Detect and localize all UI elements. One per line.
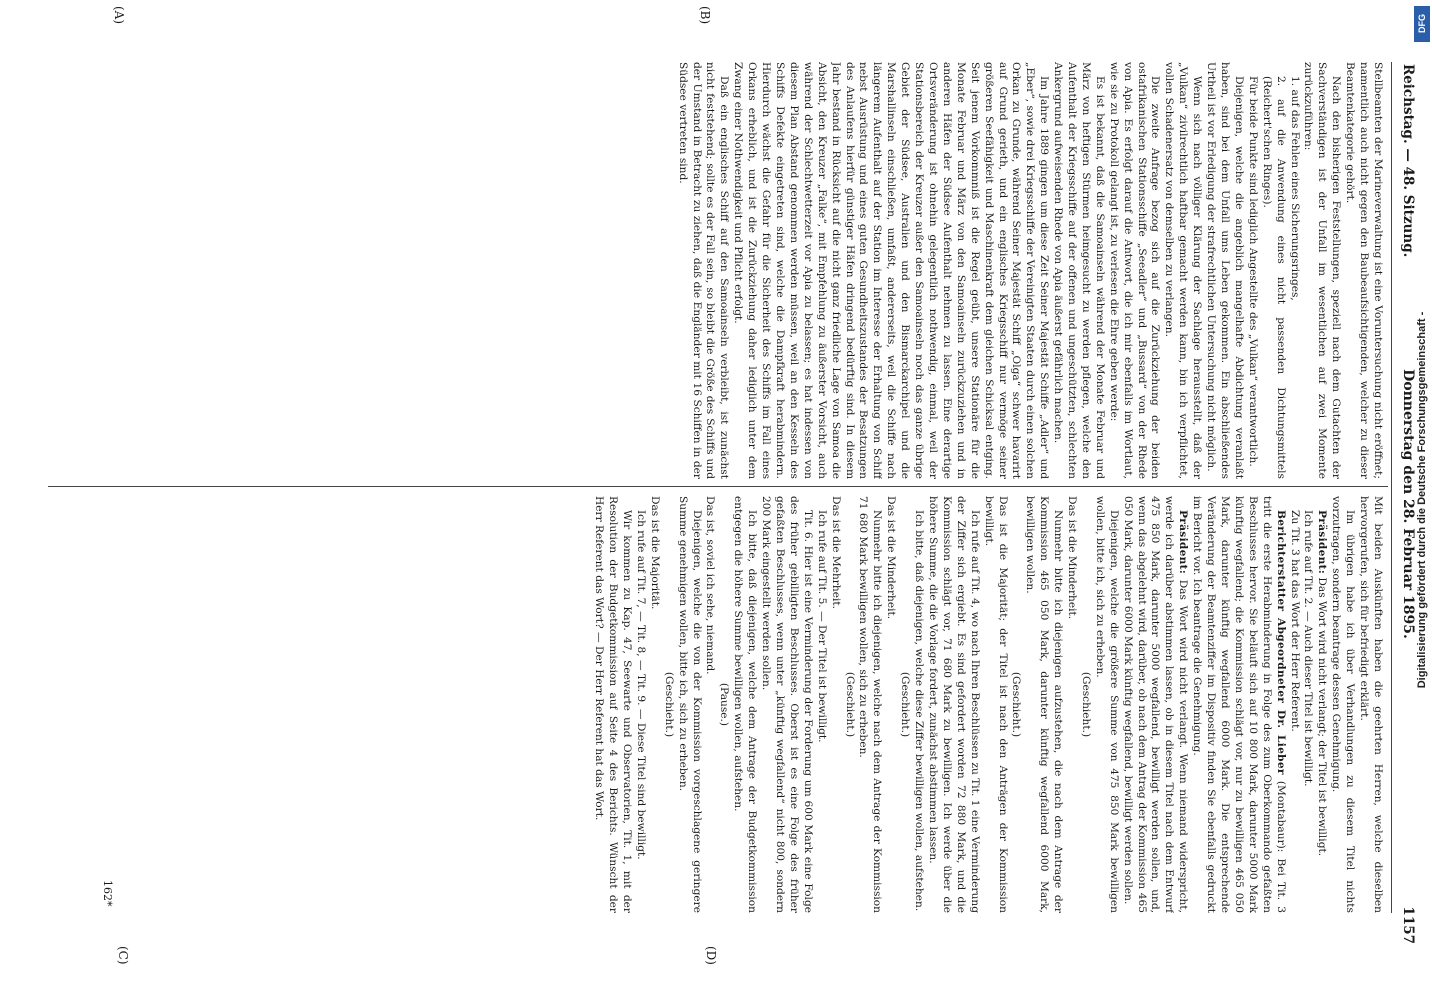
paragraph xyxy=(591,496,633,913)
paragraph xyxy=(758,496,814,913)
paragraph xyxy=(730,496,758,913)
paragraph-text: Für beide Punkte sind lediglich Angestellte des „Vulkan“ verantwortlich. xyxy=(1246,76,1259,467)
paragraph-text: 1. auf das Fehlen eines Sicherungsringes, xyxy=(1288,76,1301,301)
paragraph xyxy=(981,496,1009,913)
paragraph-text: Diejenigen, welche die größere Summe von 475 850 Mark bewilligen wollen, bitte ich, sich zu erheben. xyxy=(1093,496,1120,913)
paragraph-text: Zu Tit. 3 hat das Wort der Herr Referent. xyxy=(1288,510,1301,732)
paragraph xyxy=(883,496,897,913)
paragraph-text: Nach den bisherigen Feststellungen, speziell nach dem Gutachten der Sachverständigen ist der Unfall im wesentlichen auf zwei Momente zurückzuführen: xyxy=(1302,62,1343,479)
paragraph xyxy=(661,496,675,913)
margin-marker-b: (B) xyxy=(698,6,712,25)
paragraph xyxy=(1245,62,1259,479)
paragraph-text: (Geschieht.) xyxy=(662,671,675,738)
paragraph-text: Ich rufe auf Tit. 2. — Auch dieser Titel ist bewilligt. xyxy=(1302,510,1315,787)
paragraph xyxy=(1050,62,1106,479)
paragraph xyxy=(1106,62,1162,479)
paragraph-text: Im übrigen habe ich über Verhandlungen zu diesem Titel nichts vorzutragen, sondern beantrage dessen Genehmigung. xyxy=(1330,496,1357,913)
header-session: Reichstag. — 48. Sitzung. xyxy=(1400,64,1416,258)
speaker-name: Präsident: xyxy=(1177,510,1190,575)
paragraph xyxy=(1328,496,1356,913)
paragraph xyxy=(730,62,1050,479)
paragraph-text: Das ist die Majorität; der Titel ist nach den Anträgen der Kommission bewilligt. xyxy=(982,496,1009,913)
paragraph-text: Im Jahre 1889 gingen um diese Zeit Seiner Majestät Schiffe „Adler“ und „Eber“, sowie drei Kriegsschiffe der Vereinigten Staaten durch einen solchen Orkan zu Grunde, während Seiner Majestät Schiff „Olga“ schwer havarirt auf Grund gerieth, und ein englisches Kriegsschiff nur vermöge seiner größeren Seefähigkeit und Maschinenkraft dem gleichen Schicksal entging. Seit jenem Vorkommniß ist die Regel geübt, unsere Stationäre für die Monate Februar und März von den Samoainseln zurückzuziehen und in anderen Häfen der Südsee Aufenthalt nehmen zu lassen. Eine derartige Ortsveränderung ist ohnehin gelegentlich nothwendig, einmal, weil der Stationsbereich der Kreuzer außer den Samoainseln noch das ganze übrige Gebiet der Südsee, Australien und den Bismarckarchipel und die Marshallinseln einschließen, umfaßt, andererseits, weil die Schiffe nach längerem Aufenthalt auf der Station im Interesse der Erhaltung von Schiff nebst Ausrüstung und eines guten Gesundheitszustandes der Besatzungen des Anlaufens hierfür günstiger Häfen dringend bedürftig sind. In diesem Jahr bestand in Rücksicht auf die nicht ganz friedliche Lage von Samoa die Absicht, den Kreuzer „Falke“, mit Empfehlung zu äußerster Vorsicht, auch während der Schlechtwetterzeit vor Apia zu belassen; es hat indessen von diesem Plan Abstand genommen werden müssen, weil an den Kesseln des Schiffs Defekte eingetreten sind, welche die Dampfkraft herabmindern. Hierdurch wächst die Gefahr für die Sicherheit des Schiffs im Fall eines Orkans erheblich, und ist die Zurückziehung daher lediglich unter dem Zwang einer Nothwendigkeit und Pflicht erfolgt. xyxy=(732,62,1051,479)
paragraph xyxy=(1259,62,1287,479)
paragraph-text: (Geschieht.) xyxy=(1010,671,1023,738)
paragraph-text: (Montabaur): Bei Tit. 3 tritt die erste Herabminderung in Folge des zum Oberkommando gefaßten Beschlusses hervor. Sie beläuft sich auf 10 800 Mark, darunter 5000 Mark künftig wegfallend; die Kommission schlägt vor, nur zu bewilligen 465 050 Mark, darunter künftig wegfallend 6000 Mark. Die entsprechende Veränderung der Beamtenziffer im Dispositiv finden Sie ebenfalls gedruckt im Bericht vor. Ich beantrage die Genehmigung. xyxy=(1191,496,1287,913)
header-rule xyxy=(1391,62,1392,913)
paragraph-text: (Geschieht.) xyxy=(1079,671,1092,738)
paragraph-text: Es ist bekannt, daß die Samoainseln während der Monate Februar und März von heftigen Stürmen heimgesucht zu werden pflegen, welche den Aufenthalt der Kriegsschiffe auf der offenen und ungeschützten, schlechten Ankergrund aufweisenden Rhede von Apia äußerst gefährlich machen. xyxy=(1052,62,1106,479)
margin-marker-a: (A) xyxy=(112,6,126,25)
paragraph-text: Diejenigen, welche die von der Kommission vorgeschlagene geringere Summe genehmigen wollen, bitte ich, sich zu erheben. xyxy=(676,496,703,913)
paragraph-text: Daß ein englisches Schiff auf den Samoainseln verbleibt, ist zunächst nicht feststehend; sollte es der Fall sein, so bleibt die Größe des Schiffs und der Umstand in Betracht zu ziehen, daß die Engländer mit 16 Schiffen in der Südsee vertreten sind. xyxy=(676,62,731,479)
paragraph xyxy=(925,496,981,913)
paragraph xyxy=(897,496,911,913)
paragraph-text: Das ist die Mehrheit. xyxy=(829,496,842,609)
speaker-name: Präsident: xyxy=(1316,510,1329,575)
paragraph-text: Das Wort wird nicht verlangt; der Titel ist bewilligt. xyxy=(1316,574,1329,857)
paragraph xyxy=(1314,496,1328,913)
credit-text: Digitalisierung gefördert durch die Deutsche Forschungsgemeinschaft - xyxy=(1416,311,1428,689)
paragraph-text: Nunmehr bitte ich diejenigen, welche nach dem Antrage der Kommission 71 680 Mark bewilligen wollen, sich zu erheben. xyxy=(857,496,884,913)
paragraph-text: (Pause.) xyxy=(718,682,731,727)
paragraph xyxy=(1064,496,1078,913)
paragraph xyxy=(1162,62,1204,479)
paragraph-text: Das ist die Minderheit. xyxy=(1066,496,1079,620)
paragraph xyxy=(1342,62,1384,479)
paragraph-text: Ich bitte, daß diejenigen, welche diese Ziffer bewilligen wollen, aufstehen. xyxy=(913,510,926,912)
paragraph-text: Tit. 6. Hier ist eine Verminderung der Forderung um 600 Mark eine Folge des früher gebilligten Beschlusses. Oberst ist es eine Folge des früher gefaßten Beschlusses, wenn unter „künftig wegfallend“ nicht 800, sondern 200 Mark eingestellt werden sollen. xyxy=(760,496,814,913)
paragraph-text: Die zweite Anfrage bezog sich auf die Zurückziehung der beiden ostafrikanischen Stationsschiffe „Seeadler“ und „Bussard“ von der Rhede von Apia. Es erfolgt darauf die Antwort, die ich mir ebenfalls im Wortlaut, wie sie zu Protokoll gelangt ist, zu verlesen die Ehre geben werde: xyxy=(1107,62,1162,479)
paragraph xyxy=(1356,496,1384,913)
paragraph xyxy=(856,496,884,913)
paragraph-text: Diejenigen, welche die angeblich mangelhafte Abdichtung veranlaßt haben, sind bei dem Unfall ums Leben gekommen. Ein abschließendes Urtheil ist vor Erledigung der strafrechtlichen Untersuchung nicht möglich. xyxy=(1205,62,1245,479)
paragraph-text: Ich rufe auf Tit. 5. — Der Titel ist bewilligt. xyxy=(815,510,828,743)
paragraph xyxy=(717,496,731,913)
paragraph-text: Mit beiden Auskünften haben die geehrten Herren, welche dieselben hervorgerufen, sich für befriedigt erklärt. xyxy=(1358,496,1384,913)
sheet-signature: 162* xyxy=(101,880,114,907)
paragraph-text: 2. auf die Anwendung eines nicht passenden Dichtungsmittels (Reichert'schen Ringes). xyxy=(1260,76,1287,479)
paragraph xyxy=(1287,62,1301,479)
dfg-logo: DFG xyxy=(1414,6,1430,42)
paragraph xyxy=(1078,496,1092,913)
paragraph xyxy=(1189,496,1286,913)
header-page-number: 1157 xyxy=(1400,906,1416,944)
paragraph-text: (Geschieht.) xyxy=(899,671,912,738)
paragraph xyxy=(647,496,661,913)
paragraph-text: Wir kommen zu Kap. 47, Seewarte und Observatorien, Tit. 1, mit der Resolution der Budgetkommission auf Seite 4 des Berichts. Wünscht der Herr Referent das Wort? — Der Herr Referent hat das Wort. xyxy=(593,496,634,913)
header-date: Donnerstag den 28. Februar 1895. xyxy=(1400,369,1416,639)
paragraph xyxy=(1301,62,1343,479)
paragraph xyxy=(675,496,703,913)
paragraph-text: Wenn sich nach völliger Klärung der Sachlage herausstellt, daß der „Vulkan“ zivilrechtlich haftbar gemacht werden kann, bin ich verpflichtet, vollen Schadenersatz von demselben zu verlangen. xyxy=(1163,62,1204,479)
paragraph xyxy=(814,496,828,913)
digitization-credit xyxy=(1412,0,1432,1000)
paragraph-text: Das ist die Majorität. xyxy=(648,496,661,610)
paragraph xyxy=(703,496,717,913)
paragraph xyxy=(1022,496,1064,913)
column-divider xyxy=(48,486,1388,487)
paragraph-text: Das ist, soviel ich sehe, niemand. xyxy=(704,496,717,675)
paragraph xyxy=(1092,496,1120,913)
paragraph-text: Ich rufe auf Tit. 7, — Tit. 8, — Tit. 9. — Diese Titel sind bewilligt. xyxy=(634,510,647,860)
paragraph xyxy=(1120,496,1190,913)
paragraph xyxy=(1203,62,1245,479)
left-column xyxy=(44,62,1384,479)
speaker-name: Berichterstatter Abgeordneter Dr. Lieber xyxy=(1274,510,1287,775)
paragraph xyxy=(1301,496,1315,913)
paragraph-text: Stellbeamten der Marineverwaltung ist eine Voruntersuchung nicht eröffnet; namentlich auch nicht gegen den Baubeaufsichtigenden, welcher zu dieser Beamtenkategorie gehört. xyxy=(1344,62,1384,479)
paragraph-text: Ich rufe auf Tit. 4, wo nach Ihren Beschlüssen zu Tit. 1 eine Verminderung der Ziffer sich ergiebt. Es sind gefordert worden 72 880 Mark, und die Kommission schlägt vor, 71 680 Mark zu bewilligen. Ich werde über die höhere Summe, die die Vorlage fordert, zunächst abstimmen lassen. xyxy=(927,496,981,913)
right-column xyxy=(44,496,1384,913)
paragraph-text: Das ist die Minderheit. xyxy=(885,496,898,620)
paragraph xyxy=(911,496,925,913)
paragraph-text: (Geschieht.) xyxy=(843,671,856,738)
paragraph xyxy=(675,62,731,479)
paragraph-text: Ich bitte, daß diejenigen, welche dem Antrage der Budgetkommission entgegen die höhere Summe bewilligen wollen, aufstehen. xyxy=(732,496,759,913)
paragraph xyxy=(828,496,842,913)
margin-marker-c: (C) xyxy=(116,946,130,965)
paragraph-text: Das Wort wird nicht verlangt. Wenn niemand widerspricht, werde ich darüber abstimmen lassen, ob in diesem Titel nach dem Entwurf 475 850 Mark, darunter 5000 wegfallend, bewilligt werden sollen, und, wenn das abgelehnt wird, darüber, ob nach dem Antrag der Kommission 465 050 Mark, darunter 6000 Mark künftig wegfallend, bewilligt werden sollen. xyxy=(1121,496,1190,913)
paragraph xyxy=(633,496,647,913)
paragraph xyxy=(1287,496,1301,913)
paragraph-text: Nunmehr bitte ich diejenigen aufzustehen, die nach dem Antrage der Kommission 465 050 Mark, darunter künftig wegfallend 6000 Mark, bewilligen wollen. xyxy=(1024,496,1065,913)
paragraph xyxy=(1009,496,1023,913)
paragraph xyxy=(842,496,856,913)
margin-marker-d: (D) xyxy=(704,946,718,965)
